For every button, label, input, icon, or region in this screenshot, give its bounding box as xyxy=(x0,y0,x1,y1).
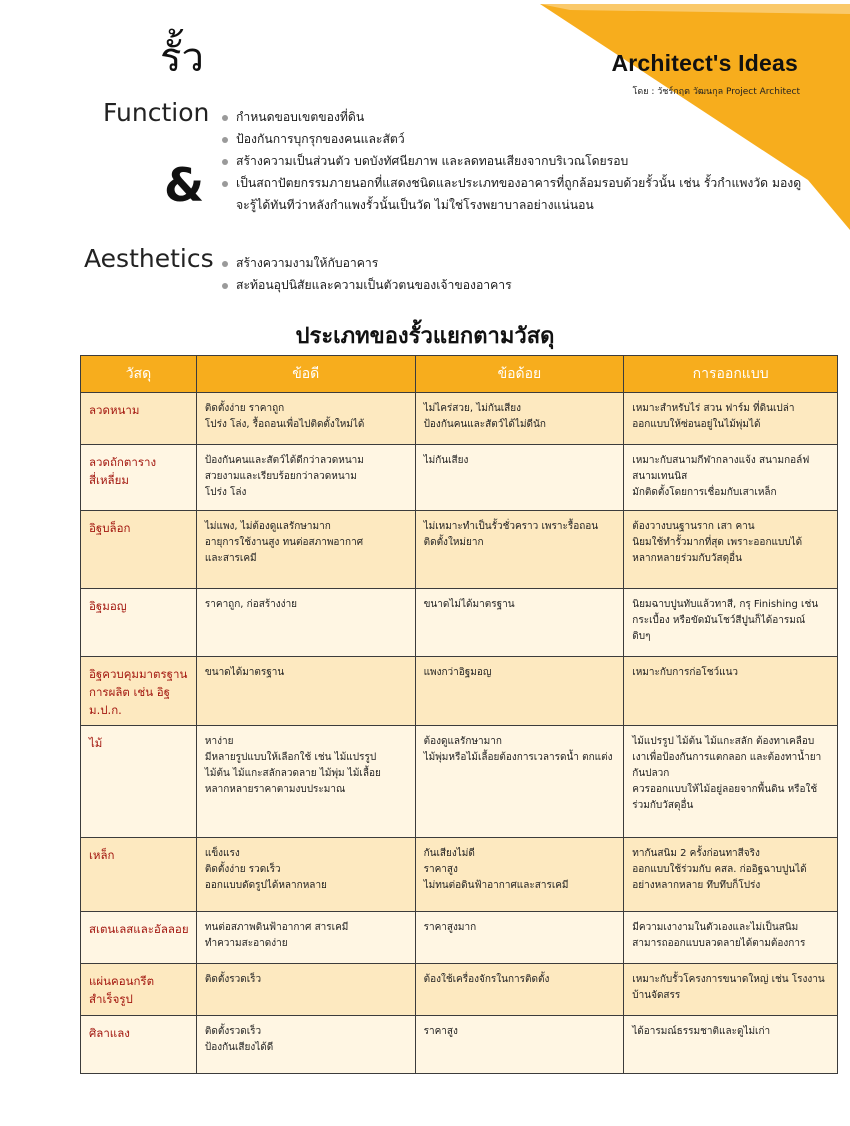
cell-line: ต้องใช้เครื่องจักรในการติดตั้ง xyxy=(423,974,550,985)
cell-line: ไม้แปรรูป ไม้ต้น ไม้แกะสลัก ต้องทาเคลือบ xyxy=(632,736,815,747)
cell-line: กันเสียงไม่ดี xyxy=(423,848,475,859)
cell-line: ขนาดไม่ได้มาตรฐาน xyxy=(423,599,515,610)
material-cell xyxy=(81,393,197,445)
cons-cell xyxy=(415,511,624,589)
pros-cell xyxy=(196,726,415,838)
cell-line: ศิลาแลง xyxy=(89,1026,130,1040)
pros-cell xyxy=(196,1016,415,1074)
cell-line: กันปลวก xyxy=(632,768,670,779)
function-label: Function xyxy=(103,98,210,127)
function-list xyxy=(222,106,802,216)
table-row xyxy=(81,445,838,511)
material-cell xyxy=(81,838,197,912)
cell-line: ออกแบบดัดรูปได้หลากหลาย xyxy=(204,880,327,891)
pros-cell xyxy=(196,445,415,511)
cell-line: อิฐบล็อก xyxy=(89,521,131,535)
pros-cell xyxy=(196,393,415,445)
cons-cell xyxy=(415,1016,624,1074)
section-title: ประเภทของรั้วแยกตามวัสดุ xyxy=(295,324,555,349)
design-cell xyxy=(624,511,838,589)
cell-line: ป้องกันเสียงได้ดี xyxy=(204,1042,274,1053)
design-cell xyxy=(624,912,838,964)
cell-line: ไม่เหมาะทำเป็นรั้วชั่วคราว เพราะรื้อถอน xyxy=(423,521,599,532)
cell-line: ติดตั้งง่าย ราคาถูก xyxy=(204,403,285,414)
cell-line: ติดตั้งง่าย รวดเร็ว xyxy=(204,864,281,875)
table-row xyxy=(81,589,838,657)
cell-line: แพงกว่าอิฐมอญ xyxy=(423,667,492,678)
cell-line: ไม้พุ่มหรือไม้เลื้อยต้องการเวลารดน้ำ ตกแต่ง xyxy=(423,752,613,763)
design-cell xyxy=(624,657,838,726)
material-cell xyxy=(81,964,197,1016)
cell-line: ป้องกันคนและสัตว์ได้ไม่ดีนัก xyxy=(423,419,546,430)
cell-line: แข็งแรง xyxy=(204,848,240,859)
cell-line: เหมาะสำหรับไร่ สวน ฟาร์ม ที่ดินเปล่า xyxy=(632,403,795,414)
header-material: วัสดุ xyxy=(81,356,197,393)
cell-line: ไม่ทนต่อดินฟ้าอากาศและสารเคมี xyxy=(423,880,569,891)
design-cell xyxy=(624,726,838,838)
cell-line: ดิบๆ xyxy=(632,631,651,642)
cons-cell xyxy=(415,393,624,445)
cell-line: ติดตั้งใหม่ยาก xyxy=(423,537,484,548)
design-cell xyxy=(624,838,838,912)
brand-title: Architect's Ideas xyxy=(611,50,798,76)
pros-cell xyxy=(196,838,415,912)
design-cell xyxy=(624,393,838,445)
cell-line: นิยมใช้ทำรั้วมากที่สุด เพราะออกแบบได้ xyxy=(632,537,803,548)
cell-line: หลากหลายราคาตามงบประมาณ xyxy=(204,784,346,795)
pros-cell xyxy=(196,964,415,1016)
cell-line: ทากันสนิม 2 ครั้งก่อนทาสีจริง xyxy=(632,848,760,859)
cell-line: ได้อารมณ์ธรรมชาติและดูไม่เก่า xyxy=(632,1026,771,1037)
author-byline: โดย : วัชร์กฤต วัฒนกุล Project Architect xyxy=(632,87,800,97)
table-body xyxy=(81,393,838,1074)
table-row xyxy=(81,393,838,445)
cell-line: นิยมฉาบปูนทับแล้วทาสี, กรุ Finishing เช่น xyxy=(632,599,819,610)
cell-line: ต้องวางบนฐานราก เสา คาน xyxy=(632,521,755,532)
cell-line: ไม่ไคร่สวย, ไม่กันเสียง xyxy=(423,403,521,414)
cell-line: สี่เหลี่ยม xyxy=(89,473,129,487)
cell-line: หลากหลายร่วมกับวัสดุอื่น xyxy=(632,553,742,564)
cell-line: ออกแบบใช้ร่วมกับ คสล. ก่ออิฐฉาบปูนได้ xyxy=(632,864,807,875)
design-cell xyxy=(624,589,838,657)
materials-table xyxy=(80,355,838,1074)
aesthetics-list xyxy=(222,252,802,296)
cell-line: ไม่กันเสียง xyxy=(423,455,469,466)
list-item: สร้างความเป็นส่วนตัว บดบังทัศนียภาพ และลดทอนเสียงจากบริเวณโดยรอบ xyxy=(222,150,802,172)
list-item: ป้องกันการบุกรุกของคนและสัตว์ xyxy=(222,128,802,150)
list-item: สร้างความงามให้กับอาคาร xyxy=(222,252,802,274)
cons-cell xyxy=(415,838,624,912)
cell-line: อายุการใช้งานสูง ทนต่อสภาพอากาศ xyxy=(204,537,364,548)
cell-line: เหล็ก xyxy=(89,848,115,862)
cons-cell xyxy=(415,445,624,511)
table-row xyxy=(81,511,838,589)
cell-line: ไม้ xyxy=(89,736,103,750)
cell-line: ป้องกันคนและสัตว์ได้ดีกว่าลวดหนาม xyxy=(204,455,364,466)
cons-cell xyxy=(415,657,624,726)
cell-line: สเตนเลสและอัลลอย xyxy=(89,922,189,936)
table-row xyxy=(81,838,838,912)
list-item: กำหนดขอบเขตของที่ดิน xyxy=(222,106,802,128)
table-row xyxy=(81,964,838,1016)
aesthetics-label: Aesthetics xyxy=(84,244,214,273)
header-pros: ข้อดี xyxy=(196,356,415,393)
design-cell xyxy=(624,964,838,1016)
cell-line: โปร่ง โล่ง xyxy=(204,487,247,498)
table-header-row xyxy=(81,356,838,393)
ampersand: & xyxy=(164,158,205,212)
cell-line: สนามเทนนิส xyxy=(632,471,688,482)
table-row xyxy=(81,1016,838,1074)
material-cell xyxy=(81,511,197,589)
cell-line: ควรออกแบบให้ไม้อยู่ลอยจากพื้นดิน หรือใช้ xyxy=(632,784,818,795)
cell-line: แผ่นคอนกรีต xyxy=(89,974,155,988)
header-cons: ข้อด้อย xyxy=(415,356,624,393)
table-row xyxy=(81,726,838,838)
cell-line: อิฐควบคุมมาตรฐาน xyxy=(89,667,188,681)
cell-line: อิฐมอญ xyxy=(89,599,127,613)
pros-cell xyxy=(196,657,415,726)
material-cell xyxy=(81,445,197,511)
cell-line: โปร่ง โล่ง, รื้อถอนเพื่อไปติดตั้งใหม่ได้ xyxy=(204,419,365,430)
cell-line: มักติดตั้งโดยการเชื่อมกับเสาเหล็ก xyxy=(632,487,777,498)
cell-line: ราคาสูง xyxy=(423,864,458,875)
cell-line: ลวดหนาม xyxy=(89,403,140,417)
cell-line: ติดตั้งรวดเร็ว xyxy=(204,974,262,985)
cell-line: ไม้ต้น ไม้แกะสลักลวดลาย ไม้พุ่ม ไม้เลื้อย xyxy=(204,768,381,779)
cell-line: สวยงามและเรียบร้อยกว่าลวดหนาม xyxy=(204,471,357,482)
cell-line: ไม่แพง, ไม่ต้องดูแลรักษามาก xyxy=(204,521,331,532)
material-cell xyxy=(81,726,197,838)
cell-line: สามารถออกแบบลวดลายได้ตามต้องการ xyxy=(632,938,806,949)
cell-line: เงาเพื่อป้องกันการแตกลอก และต้องทาน้ำยา xyxy=(632,752,822,763)
header-design: การออกแบบ xyxy=(624,356,838,393)
cell-line: ลวดถักตาราง xyxy=(89,455,157,469)
cell-line: สำเร็จรูป xyxy=(89,992,133,1006)
material-cell xyxy=(81,1016,197,1074)
cell-line: อย่างหลากหลาย ทึบทึบก็โปร่ง xyxy=(632,880,761,891)
list-item: เป็นสถาปัตยกรรมภายนอกที่แสดงชนิดและประเภทของอาคารที่ถูกล้อมรอบด้วยรั้วนั้น เช่น รั้วกำแพงวัด มองดูจะรู้ได้ทันทีว่าหลังกำแพงรั้วนั้นเป็นวัด ไม่ใช่โรงพยาบาลอย่างแน่นอน xyxy=(222,172,802,216)
material-cell xyxy=(81,912,197,964)
cell-line: ราคาสูง xyxy=(423,1026,458,1037)
cell-line: ขนาดได้มาตรฐาน xyxy=(204,667,285,678)
material-cell xyxy=(81,657,197,726)
cell-line: ร่วมกับวัสดุอื่น xyxy=(632,800,694,811)
cons-cell xyxy=(415,964,624,1016)
pros-cell xyxy=(196,511,415,589)
page-title: รั้ว xyxy=(160,35,204,81)
cell-line: การผลิต เช่น อิฐ ม.ป.ก. xyxy=(89,685,171,717)
cell-line: ทำความสะอาดง่าย xyxy=(204,938,288,949)
cell-line: บ้านจัดสรร xyxy=(632,990,681,1001)
pros-cell xyxy=(196,912,415,964)
cell-line: เหมาะกับสนามกีฬากลางแจ้ง สนามกอล์ฟ xyxy=(632,455,810,466)
cell-line: มีความเงางามในตัวเองและไม่เป็นสนิม xyxy=(632,922,799,933)
cell-line: เหมาะกับการก่อโชว์แนว xyxy=(632,667,739,678)
cell-line: ราคาสูงมาก xyxy=(423,922,477,933)
cell-line: ออกแบบให้ซ่อนอยู่ในไม้พุ่มได้ xyxy=(632,419,761,430)
cell-line: และสารเคมี xyxy=(204,553,257,564)
table-row xyxy=(81,912,838,964)
cell-line: ติดตั้งรวดเร็ว xyxy=(204,1026,262,1037)
material-cell xyxy=(81,589,197,657)
cell-line: หาง่าย xyxy=(204,736,234,747)
design-cell xyxy=(624,1016,838,1074)
cell-line: มีหลายรูปแบบให้เลือกใช้ เช่น ไม้แปรรูป xyxy=(204,752,377,763)
pros-cell xyxy=(196,589,415,657)
design-cell xyxy=(624,445,838,511)
cell-line: กระเบื้อง หรือขัดมันโชว์สีปูนก็ได้อารมณ์ xyxy=(632,615,806,626)
list-item: สะท้อนอุปนิสัยและความเป็นตัวตนของเจ้าของอาคาร xyxy=(222,274,802,296)
cell-line: เหมาะกับรั้วโครงการขนาดใหญ่ เช่น โรงงาน xyxy=(632,974,825,985)
cons-cell xyxy=(415,589,624,657)
cell-line: ทนต่อสภาพดินฟ้าอากาศ สารเคมี xyxy=(204,922,349,933)
cell-line: ต้องดูแลรักษามาก xyxy=(423,736,502,747)
cons-cell xyxy=(415,726,624,838)
table-row xyxy=(81,657,838,726)
cell-line: ราคาถูก, ก่อสร้างง่าย xyxy=(204,599,298,610)
cons-cell xyxy=(415,912,624,964)
